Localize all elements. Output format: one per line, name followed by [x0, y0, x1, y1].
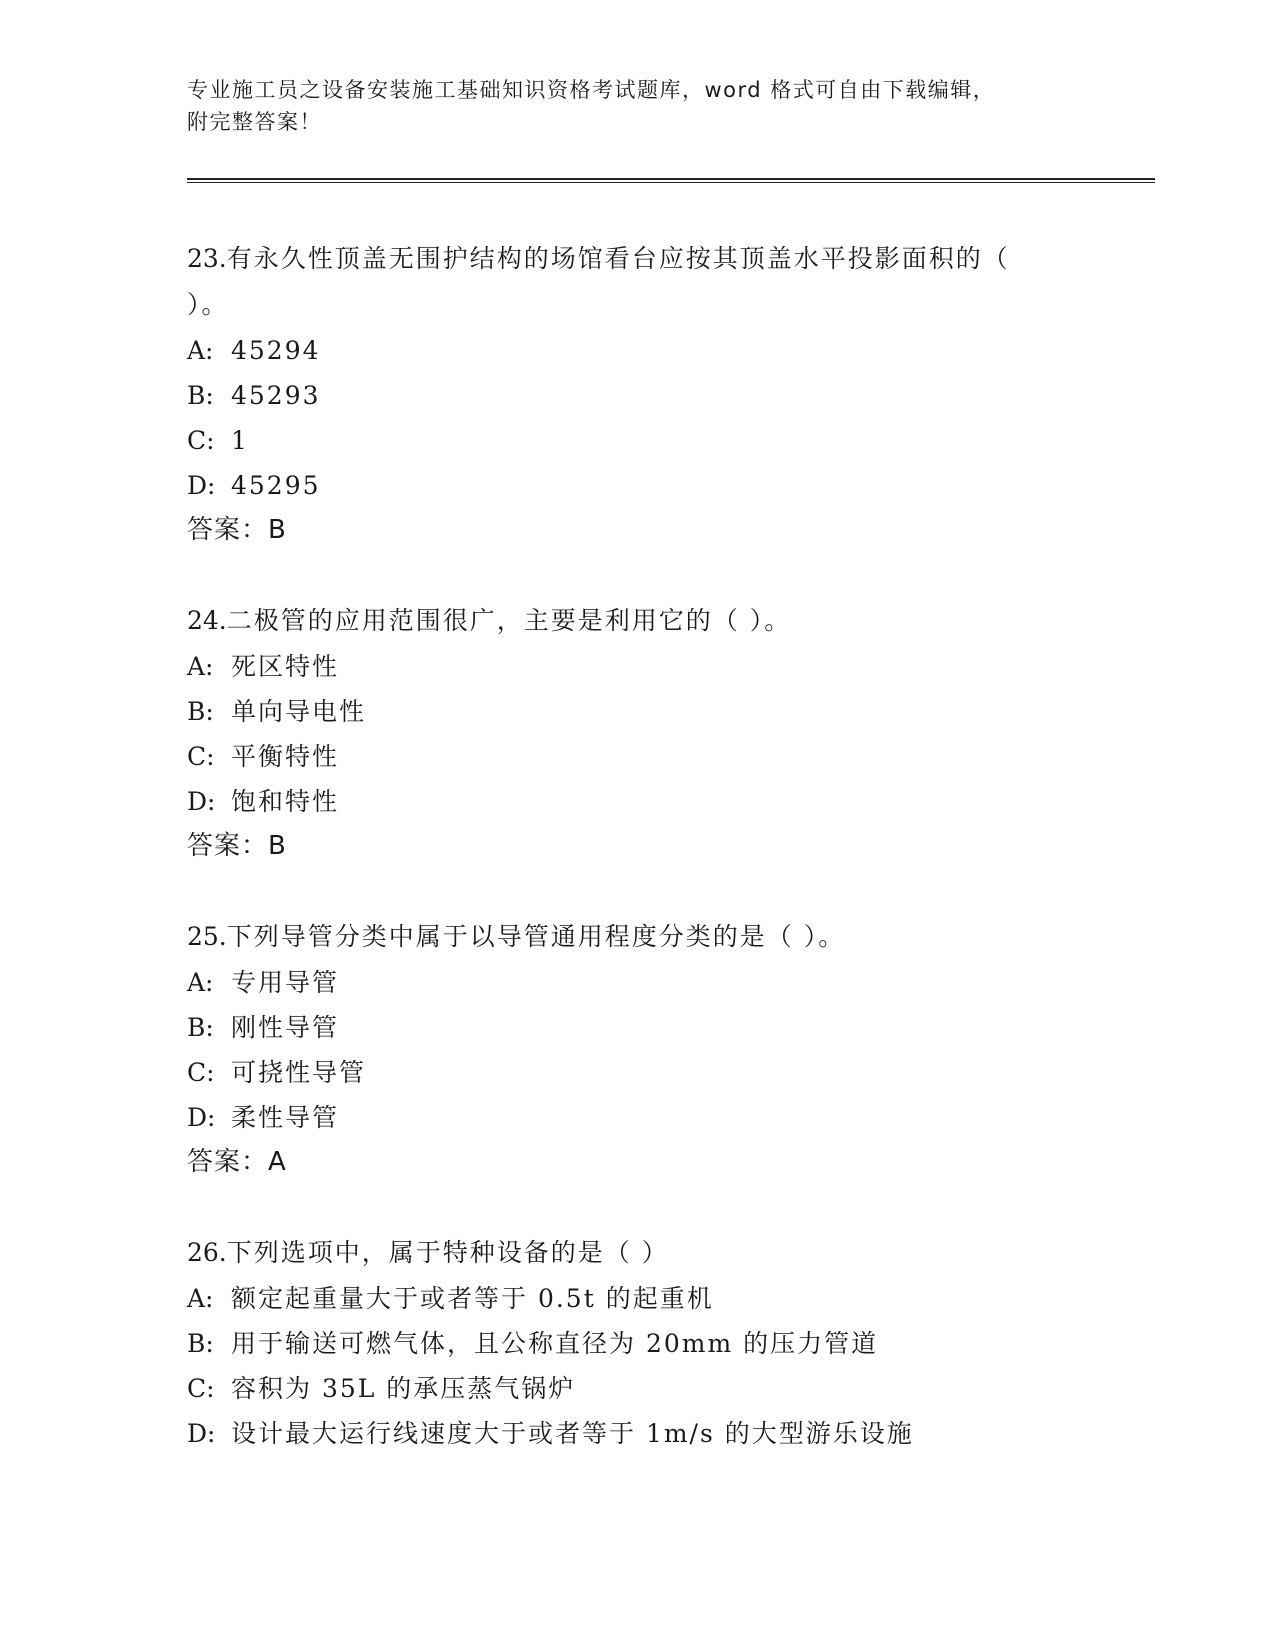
option-key: C:	[187, 1374, 215, 1403]
question-number: 25.	[187, 922, 227, 951]
option-key: B:	[187, 1329, 214, 1358]
option-key: C:	[187, 742, 215, 771]
option-d	[187, 1095, 1147, 1140]
option-a	[187, 1276, 1147, 1321]
option-key: D:	[187, 471, 216, 500]
question-spacer	[187, 553, 1147, 598]
option-b	[187, 1005, 1147, 1050]
question-26	[187, 1230, 1147, 1456]
option-key: A:	[187, 336, 214, 365]
question-text: 二极管的应用范围很广，主要是利用它的（ ）。	[226, 606, 792, 635]
header-line-1: 专业施工员之设备安装施工基础知识资格考试题库，word 格式可自由下载编辑，	[187, 78, 996, 102]
question-list	[187, 236, 1147, 1456]
option-text: 设计最大运行线速度大于或者等于 1m/s 的大型游乐设施	[231, 1419, 914, 1448]
option-d	[187, 1411, 1147, 1456]
option-key: A:	[187, 652, 214, 681]
question-23	[187, 236, 1147, 553]
option-b	[187, 373, 1147, 418]
option-text: 单向导电性	[231, 697, 367, 726]
option-a	[187, 960, 1147, 1005]
question-stem	[187, 1230, 1147, 1276]
question-number: 23.	[187, 244, 227, 273]
option-text: 刚性导管	[231, 1013, 340, 1042]
option-a	[187, 644, 1147, 689]
option-key: B:	[187, 1013, 214, 1042]
option-text: 45294	[231, 336, 321, 365]
option-key: D:	[187, 1103, 216, 1132]
question-25	[187, 914, 1147, 1185]
option-key: C:	[187, 1058, 215, 1087]
document-header	[187, 74, 1087, 138]
option-c	[187, 418, 1147, 463]
question-stem	[187, 914, 1147, 960]
option-key: D:	[187, 787, 216, 816]
question-text-continued: ）。	[187, 290, 229, 319]
answer-line: 答案：A	[187, 1147, 287, 1177]
option-d	[187, 463, 1147, 508]
option-key: D:	[187, 1419, 216, 1448]
option-c	[187, 1050, 1147, 1095]
question-number: 26.	[187, 1238, 227, 1267]
option-key: C:	[187, 426, 215, 455]
question-spacer	[187, 1185, 1147, 1230]
option-text: 可挠性导管	[231, 1058, 367, 1087]
option-text: 额定起重量大于或者等于 0.5t 的起重机	[231, 1284, 714, 1313]
option-key: B:	[187, 697, 214, 726]
option-text: 1	[231, 426, 249, 455]
question-text: 下列选项中，属于特种设备的是（ ）	[226, 1238, 669, 1267]
option-key: B:	[187, 381, 214, 410]
question-stem	[187, 598, 1147, 644]
question-24	[187, 598, 1147, 869]
question-text: 有永久性顶盖无围护结构的场馆看台应按其顶盖水平投影面积的（	[226, 244, 1010, 273]
option-d	[187, 779, 1147, 824]
option-key: A:	[187, 1284, 214, 1313]
question-stem	[187, 236, 1147, 328]
option-text: 专用导管	[231, 968, 340, 997]
option-text: 用于输送可燃气体，且公称直径为 20mm 的压力管道	[231, 1329, 879, 1358]
option-text: 柔性导管	[231, 1103, 340, 1132]
option-text: 死区特性	[231, 652, 340, 681]
header-divider-thick	[187, 178, 1155, 180]
option-text: 容积为 35L 的承压蒸气锅炉	[231, 1374, 576, 1403]
question-number: 24.	[187, 606, 227, 635]
answer-line: 答案：B	[187, 515, 287, 545]
option-a	[187, 328, 1147, 373]
option-key: A:	[187, 968, 214, 997]
header-line-2: 附完整答案！	[187, 110, 322, 134]
question-spacer	[187, 869, 1147, 914]
question-text: 下列导管分类中属于以导管通用程度分类的是（ ）。	[226, 922, 846, 951]
option-text: 45293	[231, 381, 321, 410]
option-c	[187, 1366, 1147, 1411]
header-divider-thin	[187, 182, 1155, 183]
answer-line: 答案：B	[187, 831, 287, 861]
option-b	[187, 689, 1147, 734]
option-text: 饱和特性	[231, 787, 340, 816]
option-text: 45295	[231, 471, 321, 500]
option-text: 平衡特性	[231, 742, 340, 771]
option-b	[187, 1321, 1147, 1366]
option-c	[187, 734, 1147, 779]
